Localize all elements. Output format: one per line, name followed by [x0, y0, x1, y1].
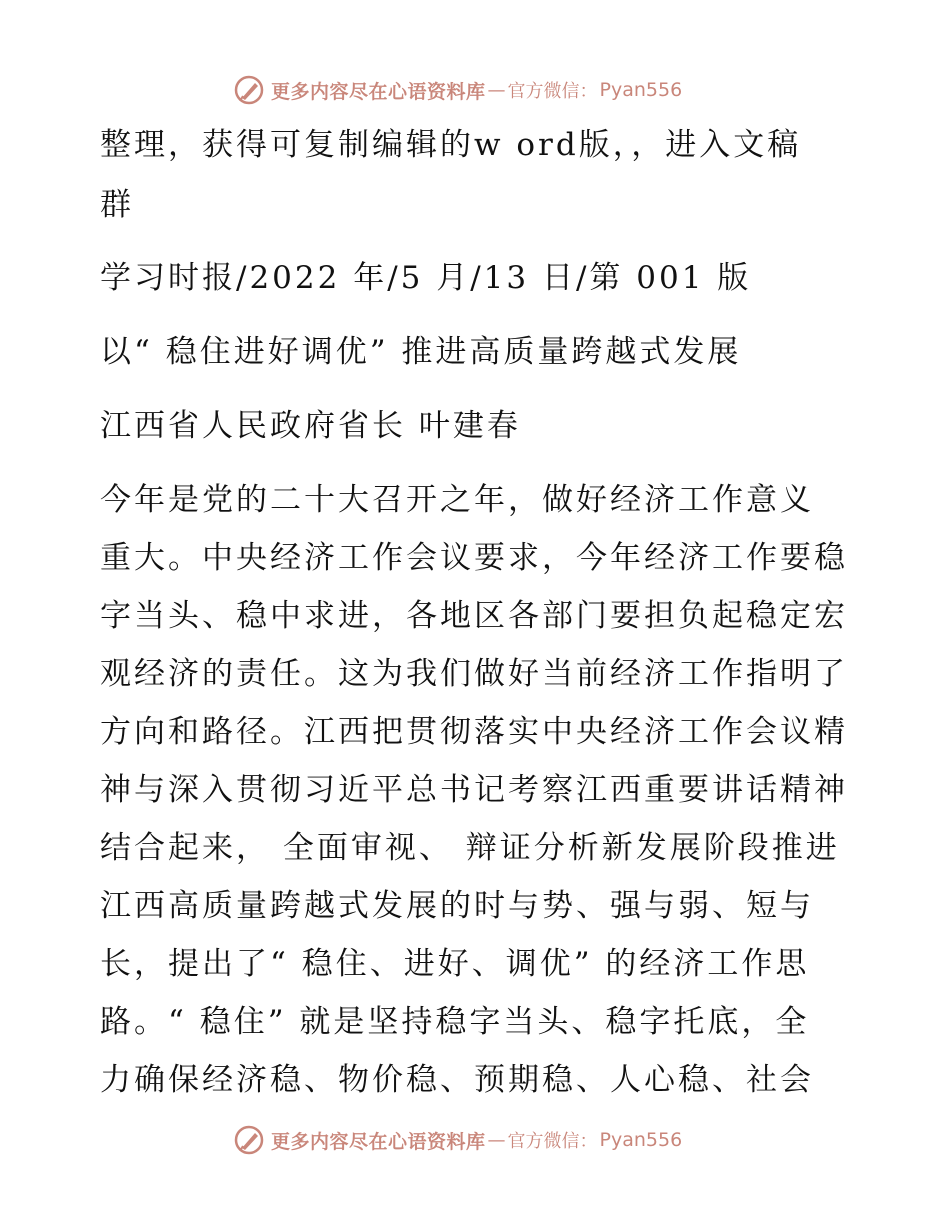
body-line: 神与深入贯彻习近平总书记考察江西重要讲话精神 [100, 772, 848, 808]
intro-line: 群 [100, 187, 134, 223]
intro-line: 整理，获得可复制编辑的w ord版，，进入文稿 [100, 127, 802, 163]
watermark-dash: — [487, 79, 506, 101]
body-line: 江西高质量跨越式发展的时与势、强与弱、短与 [100, 888, 814, 924]
watermark-main-text: 更多内容尽在心语资料库 [271, 80, 486, 103]
watermark-sub-text: 官方微信： [507, 1131, 598, 1152]
author-line: 江西省人民政府省长 叶建春 [100, 408, 521, 444]
body-line: 观经济的责任。这为我们做好当前经济工作指明了 [100, 656, 848, 692]
body-line: 方向和路径。江西把贯彻落实中央经济工作会议精 [100, 714, 848, 750]
body-line: 路。“ 稳住” 就是坚持稳字当头、稳字托底，全 [100, 1004, 810, 1040]
body-line: 字当头、稳中求进，各地区各部门要担负起稳定宏 [100, 598, 848, 634]
article-title: 以“ 稳住进好调优” 推进高质量跨越式发展 [100, 334, 742, 370]
watermark-header [233, 70, 733, 110]
watermark-main-text: 更多内容尽在心语资料库 [271, 1130, 486, 1153]
watermark-dash: — [487, 1129, 506, 1151]
source-line: 学习时报/2022 年/5 月/13 日/第 001 版 [100, 260, 752, 296]
watermark-wechat-id: Pyan556 [599, 79, 683, 101]
body-line: 结合起来， 全面审视、 辩证分析新发展阶段推进 [100, 830, 840, 866]
quill-logo-icon [233, 1124, 265, 1156]
body-line: 力确保经济稳、物价稳、预期稳、人心稳、社会 [100, 1062, 814, 1098]
body-line: 今年是党的二十大召开之年，做好经济工作意义 [100, 482, 814, 518]
watermark-sub-text: 官方微信： [507, 81, 598, 102]
body-line: 重大。中央经济工作会议要求，今年经济工作要稳 [100, 540, 848, 576]
watermark-footer [233, 1120, 733, 1160]
quill-logo-icon [233, 74, 265, 106]
watermark-wechat-id: Pyan556 [599, 1129, 683, 1151]
body-line: 长，提出了“ 稳住、进好、调优” 的经济工作思 [100, 946, 810, 982]
